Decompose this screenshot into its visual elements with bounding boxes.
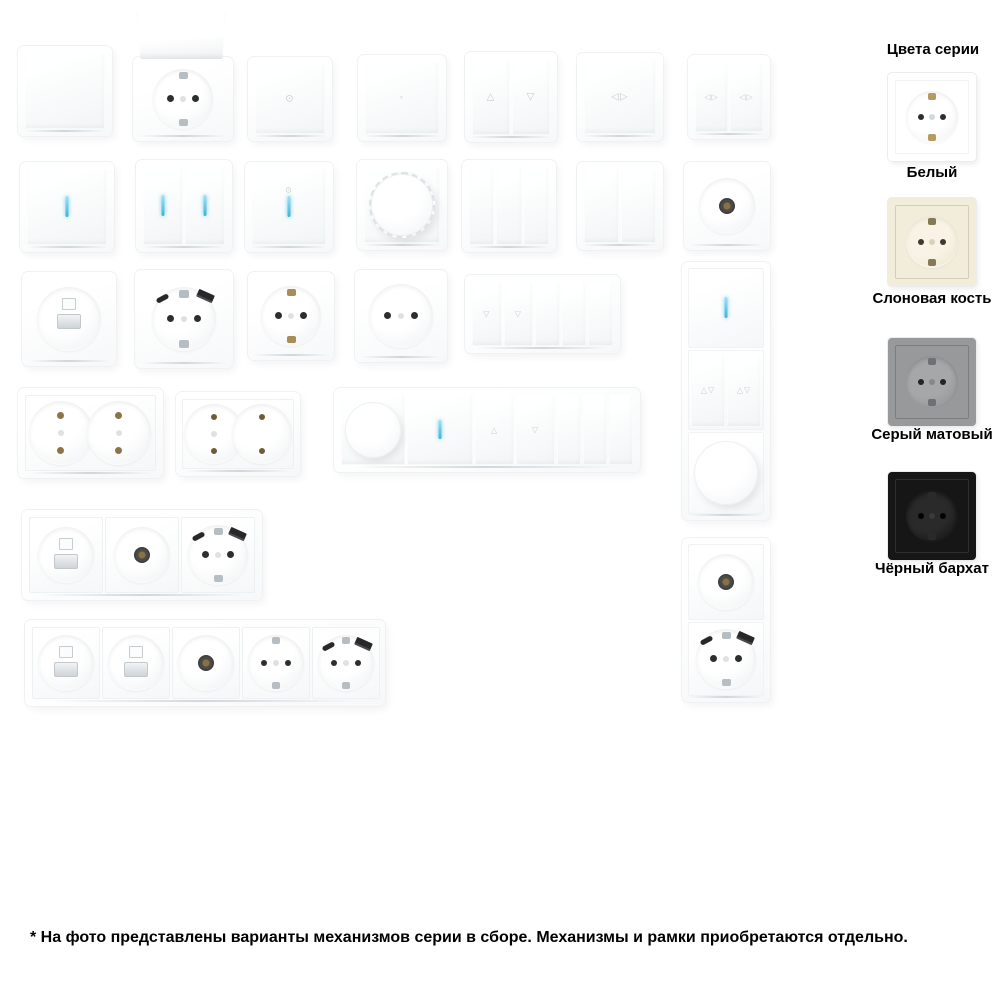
switch-3gang <box>462 160 556 252</box>
led-indicator <box>288 196 291 217</box>
double-socket-earthed <box>18 388 163 478</box>
socket-usb <box>135 270 233 368</box>
ethernet-socket <box>29 517 103 593</box>
dimmer-rotary <box>357 160 447 250</box>
blinds-down-icon: ▽ <box>483 309 491 319</box>
switch-1gang-pushbutton <box>358 55 446 141</box>
blinds-down-icon: ▽ <box>526 91 536 103</box>
power-socket <box>153 69 213 129</box>
switch-1gang-led <box>407 395 473 465</box>
usb-c-port <box>192 531 206 542</box>
rj45-connector <box>38 527 94 583</box>
dimmer-rotary <box>688 432 764 514</box>
tv-socket <box>172 627 240 699</box>
footnote-text: * На фото представлены варианты механизмов серии в сборе. Механизмы и рамки приобретаются отдельно. <box>30 929 908 946</box>
switch-2gang-blinds <box>465 52 557 142</box>
double-socket-unearthed <box>176 392 300 476</box>
color-label-ivory: Слоновая кость <box>872 290 992 307</box>
socket-usb <box>181 517 255 593</box>
flip-lid <box>135 13 227 59</box>
tv-socket <box>688 544 764 620</box>
socket-earthed <box>242 627 310 699</box>
socket-usb <box>688 622 764 696</box>
power-socket <box>261 286 321 346</box>
power-socket <box>906 91 958 143</box>
crossover-icon: ◁▷ <box>739 92 754 102</box>
blinds-up-icon: △ <box>486 91 496 103</box>
usb-c-port <box>322 641 336 652</box>
led-indicator <box>162 195 165 216</box>
power-socket <box>906 216 958 268</box>
power-socket <box>906 356 958 408</box>
button-icon: ◦ <box>399 92 405 104</box>
dimmer-knob <box>345 402 401 458</box>
switch-2gang-led <box>136 160 232 252</box>
rj45-connector <box>108 635 164 691</box>
tv-connector <box>698 554 754 610</box>
light-icon: ⊙ <box>285 93 295 105</box>
usb-a-port <box>354 637 373 651</box>
switch-1gang-light <box>248 57 332 141</box>
tv-connector <box>178 635 234 691</box>
blinds-down-icon: ▽ <box>514 309 522 319</box>
light-icon: ⊙ <box>285 185 293 195</box>
rj45-connector <box>37 287 101 351</box>
color-label-black: Чёрный бархат <box>875 560 989 577</box>
usb-a-port <box>196 289 215 303</box>
colors-panel-title: Цвета серии <box>886 41 980 58</box>
power-socket <box>188 525 248 585</box>
usb-a-port <box>736 631 755 645</box>
ethernet-socket <box>102 627 170 699</box>
frame-5module <box>25 620 385 706</box>
ethernet-socket <box>22 272 116 366</box>
switch-2gang-crossover <box>688 55 770 139</box>
switch-1gang-crossover <box>577 53 663 141</box>
color-swatch-gray <box>888 338 976 426</box>
usb-c-port <box>156 293 170 304</box>
blinds-up-icon: △ <box>490 425 499 435</box>
usb-a-port <box>228 527 247 541</box>
power-socket <box>152 287 216 351</box>
frame-3module <box>22 510 262 600</box>
power-socket <box>248 635 304 691</box>
dimmer-knob <box>694 441 758 505</box>
switch-2gang-blinds <box>688 350 764 430</box>
switch-1gang-led <box>688 268 764 348</box>
color-swatch-ivory <box>888 198 976 286</box>
tv-socket <box>105 517 179 593</box>
crossover-icon: ◁▷ <box>611 91 629 103</box>
usb-c-port <box>700 635 714 646</box>
switch-1gang-led-light <box>245 162 333 252</box>
rj45-connector <box>38 635 94 691</box>
color-swatch-black <box>888 472 976 560</box>
ethernet-socket <box>32 627 100 699</box>
blinds-updown-icon: △▽ <box>700 385 716 395</box>
dimmer-rotary <box>341 395 405 465</box>
power-socket <box>696 629 756 689</box>
switch-panel-2plus3 <box>465 275 620 353</box>
crossover-icon: ◁▷ <box>704 92 719 102</box>
power-socket <box>87 401 151 465</box>
color-label-white: Белый <box>906 164 958 181</box>
power-socket <box>29 401 93 465</box>
switch-1gang-led <box>20 162 114 252</box>
led-indicator <box>66 196 69 217</box>
blinds-updown-icon: △▽ <box>736 385 752 395</box>
dimmer-knob <box>369 172 435 238</box>
tv-socket <box>684 162 770 250</box>
tv-connector <box>699 178 755 234</box>
switch-1gang <box>18 46 112 136</box>
vertical-frame-2module <box>682 538 770 702</box>
blinds-down-icon: ▽ <box>531 425 540 435</box>
power-socket <box>232 404 292 464</box>
tv-connector <box>114 527 170 583</box>
vertical-frame-3module <box>682 262 770 520</box>
color-swatch-white <box>888 73 976 161</box>
socket-with-lid <box>133 57 233 141</box>
led-indicator <box>439 420 442 439</box>
power-socket <box>906 490 958 542</box>
socket-unearthed <box>355 270 447 362</box>
socket-usb <box>312 627 380 699</box>
power-socket <box>318 635 374 691</box>
led-indicator <box>725 297 728 319</box>
power-socket <box>369 284 433 348</box>
color-label-gray: Серый матовый <box>871 426 993 443</box>
socket-earthed <box>248 272 334 360</box>
strip-4module <box>334 388 640 472</box>
led-indicator <box>204 195 207 216</box>
switch-2gang <box>577 162 663 250</box>
